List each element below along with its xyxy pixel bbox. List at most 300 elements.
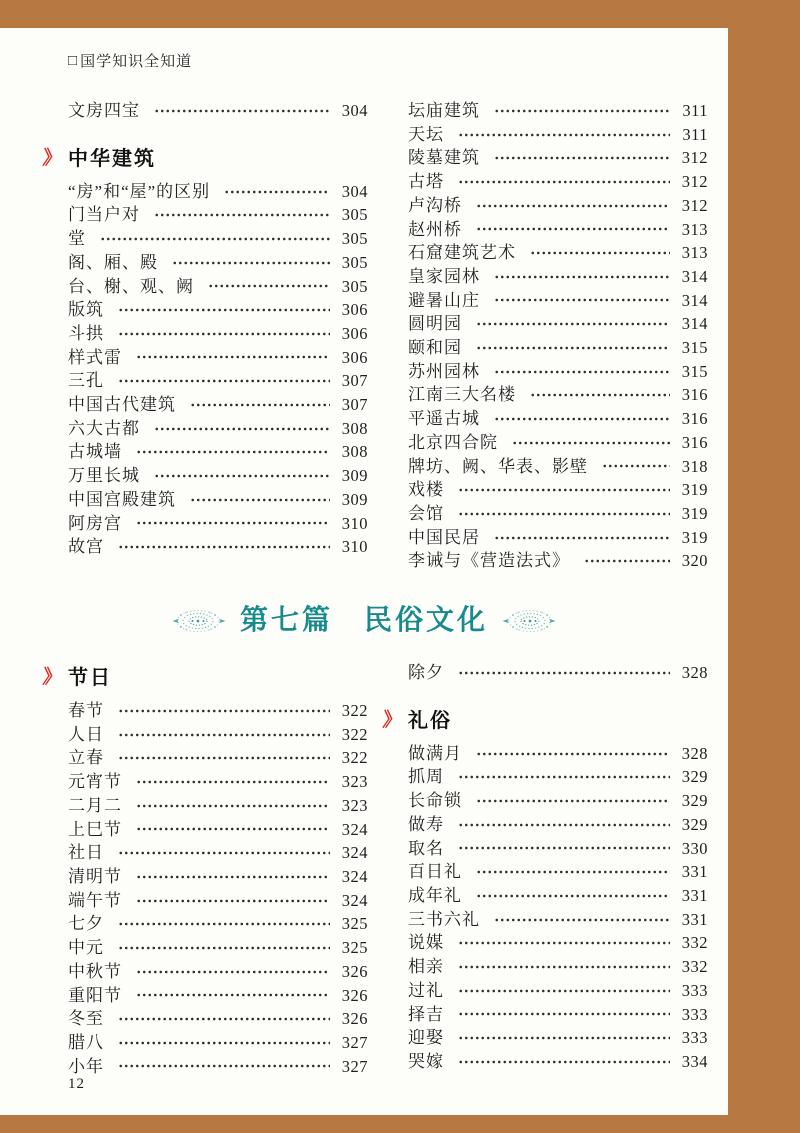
toc-dot-leader — [118, 1015, 330, 1023]
toc-entry-title: 七夕 — [68, 914, 104, 934]
toc-entry — [68, 464, 368, 488]
toc-entry-title: 元宵节 — [68, 772, 122, 792]
toc-entry — [68, 889, 368, 913]
section-marker-icon: 》 — [41, 147, 63, 169]
toc-entry — [68, 346, 368, 370]
toc-bottom-block — [41, 661, 708, 1078]
toc-entry — [408, 455, 708, 479]
toc-entry-page: 332 — [681, 957, 708, 977]
toc-dot-leader — [136, 968, 330, 976]
toc-list — [408, 99, 708, 573]
toc-entry-page: 322 — [341, 724, 368, 744]
toc-dot-leader — [136, 825, 330, 833]
toc-dot-leader — [494, 916, 670, 924]
toc-entry-page: 325 — [341, 938, 368, 958]
toc-entry-page: 309 — [341, 466, 368, 486]
toc-entry-page: 312 — [681, 195, 708, 215]
toc-entry-page: 316 — [681, 432, 708, 452]
toc-entry-page: 324 — [341, 819, 368, 839]
toc-entry-title: 牌坊、阙、华表、影壁 — [408, 456, 588, 476]
footer-page-number: 12 — [68, 1076, 85, 1092]
toc-entry — [68, 746, 368, 770]
toc-entry-title: 故宫 — [68, 537, 104, 557]
toc-dot-leader — [154, 107, 330, 115]
toc-entry-title: 立春 — [68, 748, 104, 768]
toc-entry-page: 325 — [341, 914, 368, 934]
toc-entry — [408, 661, 708, 685]
toc-entry — [408, 312, 708, 336]
toc-dot-leader — [494, 154, 670, 162]
toc-entry-page: 329 — [681, 791, 708, 811]
toc-entry-page: 314 — [681, 290, 708, 310]
toc-top-block — [41, 99, 708, 573]
toc-entry-title: 中元 — [68, 938, 104, 958]
toc-entry-title: 中国民居 — [408, 527, 480, 547]
toc-entry — [408, 336, 708, 360]
toc-entry-title: 端午节 — [68, 890, 122, 910]
toc-entry-title: 北京四合院 — [408, 432, 498, 452]
toc-entry-title: 颐和园 — [408, 338, 462, 358]
running-header — [68, 50, 708, 71]
toc-dot-leader — [224, 188, 330, 196]
toc-entry-title: 过礼 — [408, 980, 444, 1000]
toc-entry — [68, 794, 368, 818]
toc-entry-title: 上巳节 — [68, 819, 122, 839]
toc-entry-page: 308 — [341, 418, 368, 438]
toc-dot-leader — [458, 131, 670, 139]
toc-entry-title: 做满月 — [408, 743, 462, 763]
toc-entry-title: 皇家园林 — [408, 266, 480, 286]
toc-dot-leader — [458, 939, 670, 947]
toc-entry — [408, 979, 708, 1003]
toc-entry-title: 阁、厢、殿 — [68, 252, 158, 272]
toc-entry-page: 316 — [681, 385, 708, 405]
toc-dot-leader — [584, 557, 670, 565]
toc-dot-leader — [118, 543, 330, 551]
toc-dot-leader — [136, 778, 330, 786]
toc-entry-title: 圆明园 — [408, 314, 462, 334]
toc-entry-title: 门当户对 — [68, 205, 140, 225]
toc-dot-leader — [136, 873, 330, 881]
toc-entry — [68, 251, 368, 275]
toc-entry — [68, 865, 368, 889]
toc-entry-title: 人日 — [68, 724, 104, 744]
toc-dot-leader — [458, 1010, 670, 1018]
toc-entry — [68, 1055, 368, 1079]
toc-entry-title: 文房四宝 — [68, 101, 140, 120]
toc-entry-title: “房”和“屋”的区别 — [68, 181, 211, 201]
toc-entry-page: 305 — [341, 252, 368, 272]
toc-entry-page: 319 — [681, 527, 708, 547]
toc-entry-page: 326 — [341, 961, 368, 981]
toc-entry — [68, 322, 368, 346]
toc-entry-title: 阿房宫 — [68, 513, 122, 533]
toc-entry — [408, 1003, 708, 1027]
toc-dot-leader — [476, 750, 670, 758]
toc-entry-page: 307 — [341, 395, 368, 415]
toc-dot-leader — [476, 225, 670, 233]
toc-entry-page: 314 — [681, 314, 708, 334]
toc-entry-title: 苏州园林 — [408, 361, 480, 381]
toc-entry — [408, 407, 708, 431]
toc-dot-leader — [136, 991, 330, 999]
toc-entry — [408, 383, 708, 407]
toc-dot-leader — [118, 944, 330, 952]
toc-entry-title: 赵州桥 — [408, 219, 462, 239]
toc-dot-leader — [118, 920, 330, 928]
toc-entry — [68, 770, 368, 794]
toc-entry-title: 说媒 — [408, 933, 444, 953]
toc-entry — [408, 1050, 708, 1074]
toc-entry — [68, 936, 368, 960]
toc-list — [408, 742, 708, 1074]
toc-entry-page: 309 — [341, 489, 368, 509]
lace-ornament-right-icon — [502, 608, 556, 634]
toc-entry — [408, 955, 708, 979]
toc-entry — [408, 218, 708, 242]
toc-entry-page: 331 — [681, 909, 708, 929]
toc-entry — [68, 440, 368, 464]
toc-entry-title: 抓周 — [408, 767, 444, 787]
section-marker-icon: 》 — [381, 709, 403, 731]
toc-entry — [68, 393, 368, 417]
toc-dot-leader — [458, 963, 670, 971]
toc-entry-page: 312 — [681, 148, 708, 168]
toc-entry — [68, 723, 368, 747]
toc-entry-page: 326 — [341, 985, 368, 1005]
toc-entry-page: 320 — [681, 551, 708, 571]
toc-entry — [68, 1007, 368, 1031]
toc-dot-leader — [190, 496, 330, 504]
toc-entry — [408, 908, 708, 932]
toc-entry — [408, 123, 708, 147]
toc-entry-page: 326 — [341, 1009, 368, 1029]
toc-entry-page: 311 — [682, 101, 708, 120]
toc-entry-title: 卢沟桥 — [408, 195, 462, 215]
toc-entry-page: 315 — [681, 338, 708, 358]
lace-ornament-left-icon — [172, 608, 226, 634]
toc-dot-leader — [100, 235, 330, 243]
toc-dot-leader — [154, 472, 330, 480]
toc-entry-page: 307 — [341, 371, 368, 391]
toc-dot-leader — [118, 1062, 330, 1070]
toc-entry — [68, 818, 368, 842]
toc-entry — [408, 789, 708, 813]
toc-dot-leader — [136, 519, 330, 527]
toc-entry — [68, 369, 368, 393]
toc-dot-leader — [172, 259, 330, 267]
toc-dot-leader — [494, 534, 670, 542]
toc-entry — [408, 194, 708, 218]
toc-entry-page: 318 — [681, 456, 708, 476]
section-title: 节日 — [68, 667, 112, 690]
toc-entry-title: 三书六礼 — [408, 909, 480, 929]
toc-entry-page: 305 — [341, 229, 368, 249]
toc-entry-page: 333 — [681, 1004, 708, 1024]
toc-entry-page: 324 — [341, 843, 368, 863]
toc-entry-title: 取名 — [408, 838, 444, 858]
toc-entry — [408, 549, 708, 573]
toc-entry — [408, 146, 708, 170]
toc-entry — [68, 984, 368, 1008]
toc-dot-leader — [494, 368, 670, 376]
toc-entry-page: 310 — [341, 513, 368, 533]
toc-entry — [68, 275, 368, 299]
toc-dot-leader — [208, 282, 330, 290]
toc-entry-title: 二月二 — [68, 795, 122, 815]
toc-entry-title: 长命锁 — [408, 791, 462, 811]
toc-dot-leader — [476, 868, 670, 876]
toc-entry — [408, 526, 708, 550]
toc-entry-title: 古塔 — [408, 172, 444, 192]
toc-entry-title: 百日礼 — [408, 862, 462, 882]
toc-dot-leader — [458, 178, 670, 186]
toc-entry-page: 333 — [681, 980, 708, 1000]
toc-dot-leader — [136, 897, 330, 905]
toc-dot-leader — [458, 1034, 670, 1042]
toc-list — [68, 180, 368, 559]
toc-entry-page: 306 — [341, 300, 368, 320]
toc-dot-leader — [118, 754, 330, 762]
toc-entry — [68, 699, 368, 723]
toc-top-left-column — [41, 99, 368, 573]
toc-entry — [68, 960, 368, 984]
toc-entry-page: 313 — [681, 243, 708, 263]
toc-entry-title: 三孔 — [68, 371, 104, 391]
toc-entry-page: 319 — [681, 480, 708, 500]
toc-entry-page: 305 — [341, 276, 368, 296]
toc-dot-leader — [494, 296, 670, 304]
section-marker-icon: 》 — [41, 667, 63, 689]
toc-entry-page: 312 — [681, 172, 708, 192]
toc-dot-leader — [458, 844, 670, 852]
toc-entry — [408, 813, 708, 837]
toc-entry-page: 323 — [341, 772, 368, 792]
toc-entry-title: 相亲 — [408, 957, 444, 977]
toc-entry — [408, 478, 708, 502]
toc-entry-title: 样式雷 — [68, 347, 122, 367]
toc-dot-leader — [476, 202, 670, 210]
toc-entry-page: 329 — [681, 767, 708, 787]
toc-entry-page: 331 — [681, 862, 708, 882]
toc-dot-leader — [602, 462, 670, 470]
toc-entry-page: 324 — [341, 890, 368, 910]
toc-entry — [408, 170, 708, 194]
toc-entry — [408, 502, 708, 526]
toc-entry-page: 329 — [681, 814, 708, 834]
toc-entry-title: 陵墓建筑 — [408, 148, 480, 168]
toc-dot-leader — [476, 344, 670, 352]
toc-entry-page: 322 — [341, 748, 368, 768]
toc-entry-page: 314 — [681, 266, 708, 286]
toc-entry — [408, 860, 708, 884]
toc-dot-leader — [118, 377, 330, 385]
toc-dot-leader — [118, 849, 330, 857]
toc-entry-title: 版筑 — [68, 300, 104, 320]
toc-dot-leader — [458, 486, 670, 494]
toc-entry-title: 春节 — [68, 701, 104, 721]
book-page — [0, 28, 728, 1115]
toc-dot-leader — [118, 1039, 330, 1047]
toc-entry-title: 堂 — [68, 229, 86, 249]
toc-entry-title: 重阳节 — [68, 985, 122, 1005]
toc-dot-leader — [154, 425, 330, 433]
toc-dot-leader — [458, 987, 670, 995]
toc-entry — [408, 884, 708, 908]
toc-dot-leader — [118, 306, 330, 314]
toc-entry — [68, 203, 368, 227]
toc-entry-title: 哭嫁 — [408, 1051, 444, 1071]
toc-dot-leader — [458, 669, 670, 677]
toc-dot-leader — [118, 707, 330, 715]
toc-entry-page: 328 — [681, 663, 708, 683]
toc-entry — [68, 1031, 368, 1055]
toc-entry-page: 327 — [341, 1032, 368, 1052]
toc-entry-page: 316 — [681, 409, 708, 429]
toc-entry — [408, 431, 708, 455]
toc-entry — [408, 931, 708, 955]
toc-entry-page: 330 — [681, 838, 708, 858]
toc-bottom-left-column — [41, 661, 368, 1078]
toc-bottom-right-column — [381, 661, 708, 1078]
toc-entry-page: 306 — [341, 323, 368, 343]
toc-dot-leader — [136, 448, 330, 456]
toc-entry-title: 冬至 — [68, 1009, 104, 1029]
toc-entry-page: 322 — [341, 701, 368, 721]
toc-entry-title: 做寿 — [408, 814, 444, 834]
section-head-festivals — [43, 661, 368, 690]
toc-dot-leader — [458, 773, 670, 781]
toc-entry — [68, 512, 368, 536]
toc-entry — [408, 241, 708, 265]
toc-entry-page: 306 — [341, 347, 368, 367]
toc-top-right-column — [408, 99, 708, 573]
section-title: 中华建筑 — [68, 147, 156, 170]
toc-dot-leader — [530, 249, 670, 257]
toc-entry-page: 305 — [341, 205, 368, 225]
toc-entry — [408, 360, 708, 384]
toc-entry — [408, 1026, 708, 1050]
toc-entry — [68, 535, 368, 559]
toc-entry-title: 小年 — [68, 1056, 104, 1076]
toc-entry — [408, 837, 708, 861]
toc-entry — [408, 742, 708, 766]
toc-entry — [68, 99, 368, 123]
toc-entry-page: 334 — [681, 1051, 708, 1071]
toc-entry — [68, 180, 368, 204]
running-header-text: 国学知识全知道 — [80, 53, 193, 70]
toc-entry-page: 333 — [681, 1028, 708, 1048]
toc-entry — [408, 289, 708, 313]
toc-entry-title: 成年礼 — [408, 885, 462, 905]
toc-entry-page: 304 — [341, 181, 368, 201]
toc-dot-leader — [118, 330, 330, 338]
toc-dot-leader — [458, 821, 670, 829]
toc-entry — [68, 841, 368, 865]
toc-entry-title: 万里长城 — [68, 466, 140, 486]
toc-dot-leader — [154, 211, 330, 219]
toc-dot-leader — [494, 273, 670, 281]
toc-entry-title: 江南三大名楼 — [408, 385, 516, 405]
toc-dot-leader — [476, 892, 670, 900]
toc-entry-title: 中秋节 — [68, 961, 122, 981]
toc-entry-title: 平遥古城 — [408, 409, 480, 429]
toc-entry — [408, 99, 708, 123]
toc-entry — [68, 912, 368, 936]
toc-dot-leader — [118, 731, 330, 739]
toc-entry-title: 会馆 — [408, 503, 444, 523]
toc-entry-title: 台、榭、观、阙 — [68, 276, 194, 296]
toc-entry-title: 六大古都 — [68, 418, 140, 438]
toc-entry — [68, 227, 368, 251]
toc-entry-title: 中国宫殿建筑 — [68, 489, 176, 509]
toc-dot-leader — [136, 802, 330, 810]
toc-entry-page: 310 — [341, 537, 368, 557]
toc-dot-leader — [136, 353, 330, 361]
toc-entry — [68, 417, 368, 441]
toc-entry-page: 315 — [681, 361, 708, 381]
toc-dot-leader — [476, 320, 670, 328]
toc-entry-title: 中国古代建筑 — [68, 395, 176, 415]
toc-entry-page: 327 — [341, 1056, 368, 1076]
toc-entry-page: 332 — [681, 933, 708, 953]
toc-list — [68, 699, 368, 1078]
toc-entry-title: 迎娶 — [408, 1028, 444, 1048]
toc-dot-leader — [458, 510, 670, 518]
section-head-etiquette — [383, 704, 708, 733]
toc-dot-leader — [530, 391, 670, 399]
toc-dot-leader — [458, 1058, 670, 1066]
toc-entry-page: 324 — [341, 866, 368, 886]
header-square-icon: □ — [68, 52, 79, 69]
toc-entry-page: 331 — [681, 885, 708, 905]
toc-entry-title: 天坛 — [408, 124, 444, 144]
toc-entry-title: 李诫与《营造法式》 — [408, 551, 570, 571]
toc-entry — [68, 298, 368, 322]
toc-entry-page: 311 — [682, 124, 708, 144]
toc-dot-leader — [494, 107, 670, 115]
section-head-architecture — [43, 142, 368, 171]
toc-entry-page: 313 — [681, 219, 708, 239]
part-divider — [68, 603, 660, 639]
toc-dot-leader — [476, 797, 670, 805]
toc-entry-page: 304 — [341, 101, 368, 120]
toc-entry-page: 323 — [341, 795, 368, 815]
toc-entry-title: 社日 — [68, 843, 104, 863]
toc-dot-leader — [190, 401, 330, 409]
toc-entry-title: 古城墙 — [68, 442, 122, 462]
toc-entry-page: 328 — [681, 743, 708, 763]
toc-entry-title: 清明节 — [68, 866, 122, 886]
toc-entry-page: 319 — [681, 503, 708, 523]
toc-entry-title: 腊八 — [68, 1032, 104, 1052]
toc-entry-title: 石窟建筑艺术 — [408, 243, 516, 263]
section-title: 礼俗 — [408, 709, 452, 732]
toc-entry-title: 择吉 — [408, 1004, 444, 1024]
toc-entry-title: 斗拱 — [68, 323, 104, 343]
toc-entry-page: 308 — [341, 442, 368, 462]
toc-entry-title: 除夕 — [408, 663, 444, 683]
toc-entry — [68, 488, 368, 512]
toc-dot-leader — [512, 439, 670, 447]
toc-entry-title: 坛庙建筑 — [408, 101, 480, 120]
toc-entry-title: 避暑山庄 — [408, 290, 480, 310]
toc-entry-title: 戏楼 — [408, 480, 444, 500]
toc-dot-leader — [494, 415, 670, 423]
toc-entry — [408, 265, 708, 289]
part-title: 第七篇 民俗文化 — [239, 605, 488, 637]
toc-entry — [408, 765, 708, 789]
